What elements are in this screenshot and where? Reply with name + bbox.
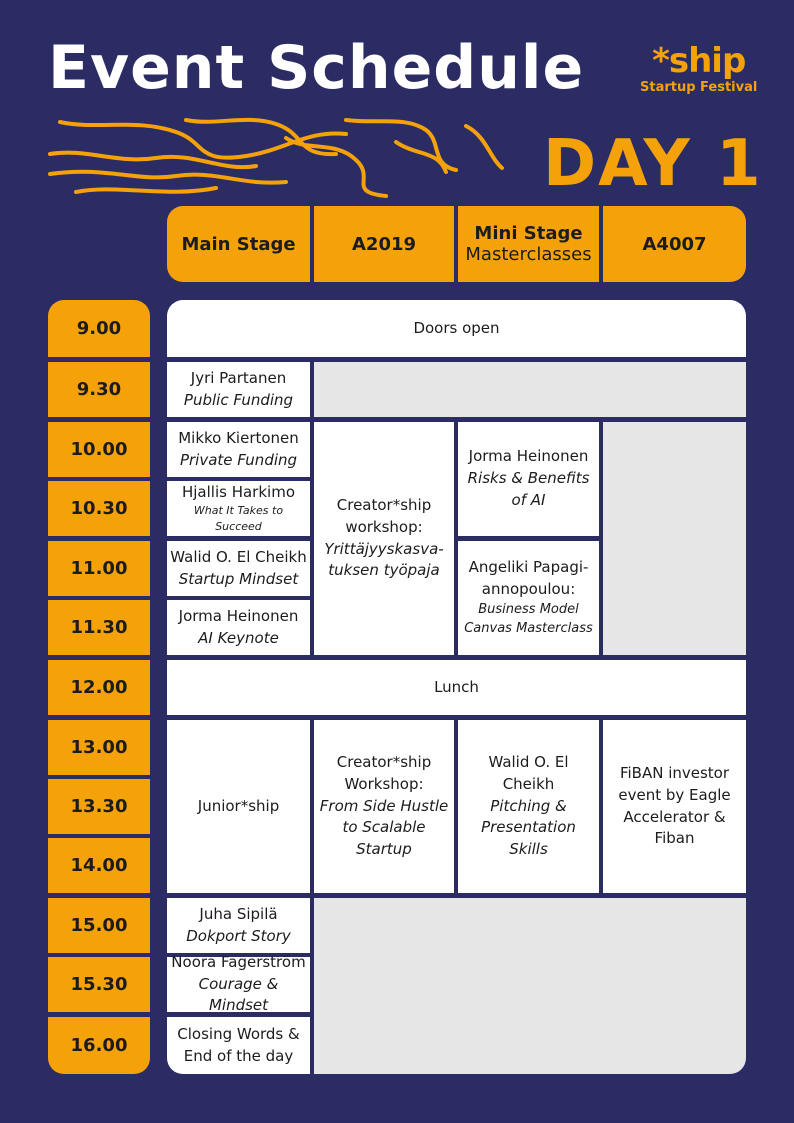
decorative-waves <box>46 112 506 202</box>
session-creatorship-workshop-en <box>314 720 454 893</box>
time-slot: 15.00 <box>48 898 150 953</box>
session-creatorship-workshop-fi <box>314 422 454 655</box>
speaker-name: Juha Sipilä <box>199 904 278 923</box>
column-header-main-stage <box>167 206 310 282</box>
session-papagiannopoulou <box>458 541 599 655</box>
session-fiban-investor-event <box>603 720 746 893</box>
session-topic: Private Funding <box>179 450 298 469</box>
page-title: Event Schedule <box>48 33 585 103</box>
speaker-name: Jorma Heinonen <box>468 447 589 466</box>
time-slot: 12.00 <box>48 660 150 715</box>
time-slot: 14.00 <box>48 838 150 893</box>
speaker-name: Angeliki Papagi- <box>468 558 589 577</box>
session-line: End of the day <box>183 1046 294 1065</box>
session-topic: Startup Mindset <box>178 569 299 588</box>
time-slot: 9.00 <box>48 300 150 357</box>
speaker-name: Hjallis Harkimo <box>181 482 295 501</box>
session-cheikh-pitching <box>458 720 599 893</box>
column-header-mini-stage <box>458 206 599 282</box>
session-topic: to Scalable <box>342 818 426 837</box>
session-line: Accelerator & <box>623 807 726 826</box>
speaker-name: Jyri Partanen <box>190 368 287 387</box>
day-label: DAY 1 <box>543 127 763 201</box>
session-topic: Presentation Skills <box>481 818 576 859</box>
column-header-label: A2019 <box>351 233 417 255</box>
session-topic: Canvas Masterclass <box>464 620 593 636</box>
session-topic: Yrittäjyyskasva- <box>324 539 444 558</box>
column-header-a2019 <box>314 206 454 282</box>
speaker-name: Noora Fagerström <box>171 952 306 971</box>
session-topic: Pitching & <box>490 796 567 815</box>
brand-subtitle: Startup Festival <box>640 80 758 95</box>
session-line: Closing Words & <box>177 1024 300 1043</box>
time-slot: 11.30 <box>48 600 150 655</box>
session-fagerstrom <box>167 952 310 1015</box>
session-partanen <box>167 362 310 417</box>
session-line: Workshop: <box>344 774 424 793</box>
time-slot: 11.00 <box>48 541 150 596</box>
time-slot: 13.00 <box>48 720 150 775</box>
column-header-a4007 <box>603 206 746 282</box>
speaker-name: annopoulou: <box>481 580 576 599</box>
session-sipila <box>167 898 310 953</box>
time-slot: 16.00 <box>48 1017 150 1074</box>
brand-name: *ship <box>652 41 746 81</box>
empty-slot <box>314 362 746 417</box>
session-closing-words <box>167 1017 310 1074</box>
brand-logo <box>640 41 758 95</box>
session-line: Fiban <box>654 829 695 848</box>
session-topic: Public Funding <box>183 390 294 409</box>
session-harkimo <box>167 481 310 536</box>
session-topic: From Side Hustle <box>319 796 449 815</box>
time-slot: 13.30 <box>48 779 150 834</box>
time-slot: 15.30 <box>48 957 150 1012</box>
time-slot: 10.00 <box>48 422 150 477</box>
speaker-name: Mikko Kiertonen <box>178 428 299 447</box>
session-line: FiBAN investor <box>619 764 730 782</box>
column-header-label: Mini Stage <box>474 223 583 244</box>
session-heinonen-ai-risks <box>458 422 599 536</box>
column-header-sublabel: Masterclasses <box>465 244 592 265</box>
time-slot: 9.30 <box>48 362 150 417</box>
session-kiertonen <box>167 422 310 477</box>
column-header-label: A4007 <box>642 233 707 255</box>
speaker-name: Walid O. El Cheikh <box>170 547 307 566</box>
empty-slot <box>314 898 746 1074</box>
session-topic: AI Keynote <box>198 628 279 647</box>
session-line: event by Eagle <box>618 785 731 804</box>
session-topic: of AI <box>511 490 546 509</box>
session-juniorship <box>167 720 310 893</box>
session-heinonen-keynote <box>167 600 310 655</box>
session-line: Creator*ship <box>336 496 432 514</box>
session-topic: Risks & Benefits <box>467 469 590 488</box>
session-topic: Courage & Mindset <box>198 974 279 1015</box>
session-title: Junior*ship <box>197 796 280 815</box>
session-doors-open <box>167 300 746 357</box>
session-lunch <box>167 660 746 715</box>
session-topic: What It Takes to Succeed <box>193 504 284 534</box>
session-line: Creator*ship <box>336 753 432 772</box>
session-topic: Startup <box>356 840 412 859</box>
session-topic: Dokport Story <box>186 926 291 945</box>
session-topic: tuksen työpaja <box>328 561 440 580</box>
speaker-name: Walid O. El Cheikh <box>488 753 569 793</box>
column-header-label: Main Stage <box>181 233 296 255</box>
empty-slot <box>603 422 746 655</box>
session-topic: Business Model <box>478 601 579 617</box>
session-cheikh-mindset <box>167 541 310 596</box>
session-title: Lunch <box>434 677 479 696</box>
session-title: Doors open <box>413 318 500 337</box>
time-slot: 10.30 <box>48 481 150 536</box>
speaker-name: Jorma Heinonen <box>178 606 299 625</box>
session-line: workshop: <box>345 517 423 536</box>
